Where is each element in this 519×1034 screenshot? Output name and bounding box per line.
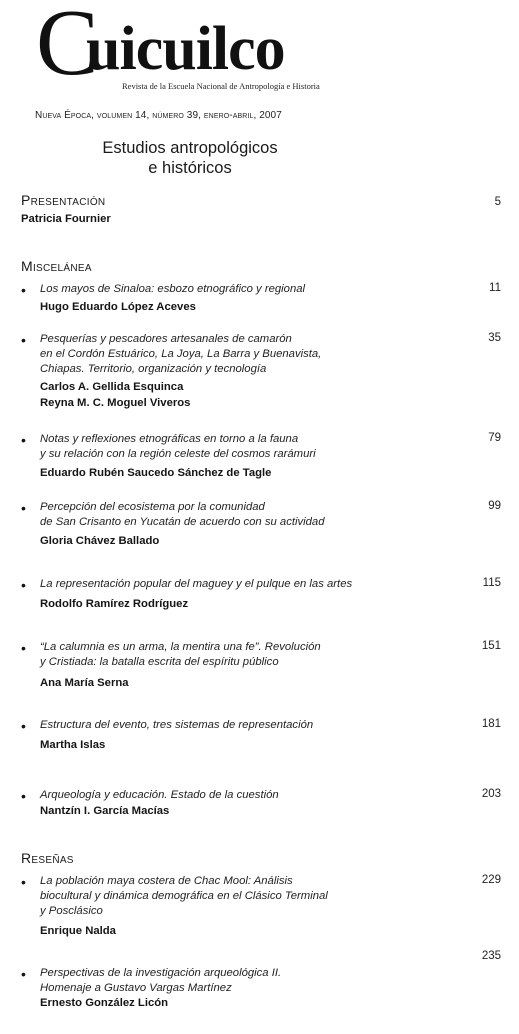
entry-title-line: y Cristiada: la batalla escrita del espíritu público [40, 656, 279, 668]
entry-author: Enrique Nalda [40, 925, 116, 937]
logo-initial: C [36, 0, 99, 95]
entry-title-line: “La calumnia es un arma, la mentira una fe”. Revolución [40, 641, 321, 653]
issue-title-line-2: e históricos [148, 159, 232, 177]
entry-title-line: La representación popular del maguey y el pulque en las artes [40, 578, 353, 590]
issue-line [35, 110, 282, 121]
bullet-icon: • [21, 432, 26, 448]
page-number: 99 [488, 500, 501, 512]
entry-title [40, 432, 316, 462]
entry-title-line: y Posclásico [40, 905, 103, 917]
entry-author: Gloria Chávez Ballado [40, 535, 160, 547]
entry-title-line: Los mayos de Sinaloa: esbozo etnográfico y regional [40, 283, 306, 295]
section-heading-presentacion: Presentación [21, 192, 106, 208]
entry-title-line: en el Cordón Estuárico, La Joya, La Barra y Buenavista, [40, 348, 322, 360]
entry-author: Eduardo Rubén Saucedo Sánchez de Tagle [40, 467, 272, 479]
entry-author: Ernesto González Licón [40, 997, 169, 1009]
entry-title-line: Chiapas. Territorio, organización y tecnología [40, 363, 267, 375]
page-number: 181 [481, 718, 501, 730]
bullet-icon: • [21, 718, 26, 734]
entry-title [40, 718, 313, 733]
issue-period: enero-abril, 2007 [203, 110, 282, 121]
entry-title-line: y su relación con la región celeste del cosmos rarámuri [40, 448, 316, 460]
page-number: 151 [481, 640, 501, 652]
entry-title [40, 788, 279, 803]
entry-title-line: Homenaje a Gustavo Vargas Martínez [40, 982, 232, 994]
issue-prefix: Nueva Época, [35, 110, 95, 121]
page-number: 203 [481, 788, 501, 800]
issue-title-line-1: Estudios antropológicos [102, 139, 278, 157]
entry-author: Nantzín I. García Macías [40, 805, 170, 817]
author-name: Patricia Fournier [21, 213, 111, 225]
issue-number: número 39, [152, 110, 202, 121]
entry-author: Ana María Serna [40, 677, 129, 689]
bullet-icon: • [21, 577, 26, 593]
page-number: 35 [488, 332, 501, 344]
entry-title-line: Pesquerías y pescadores artesanales de camarón [40, 333, 292, 345]
entry-author: Reyna M. C. Moguel Viveros [40, 397, 191, 409]
entry-title [40, 577, 352, 592]
page-number: 229 [481, 874, 501, 886]
journal-subtitle: Revista de la Escuela Nacional de Antropología e Historia [122, 81, 320, 91]
entry-title-line: Arqueología y educación. Estado de la cuestión [40, 789, 279, 801]
bullet-icon: • [21, 282, 26, 298]
bullet-icon: • [21, 500, 26, 516]
entry-title-line: Perspectivas de la investigación arqueológica II. [40, 967, 282, 979]
entry-title [40, 500, 325, 530]
entry-title-line: Notas y reflexiones etnográficas en torno a la fauna [40, 433, 299, 445]
bullet-icon: • [21, 966, 26, 982]
bullet-icon: • [21, 874, 26, 890]
entry-author: Hugo Eduardo López Aceves [40, 301, 196, 313]
entry-title-line: Estructura del evento, tres sistemas de representación [40, 719, 314, 731]
entry-title [40, 332, 321, 377]
page-number: 79 [488, 432, 501, 444]
entry-title [40, 640, 321, 670]
entry-title [40, 874, 328, 919]
entry-author: Rodolfo Ramírez Rodríguez [40, 598, 189, 610]
bullet-icon: • [21, 640, 26, 656]
entry-author: Carlos A. Gellida Esquinca [40, 381, 184, 393]
entry-title [40, 282, 305, 297]
entry-author: Martha Islas [40, 739, 106, 751]
page-number: 235 [481, 950, 501, 962]
entry-title [40, 966, 281, 996]
section-heading-miscelanea: Miscelánea [21, 258, 92, 274]
entry-title-line: La población maya costera de Chac Mool: Análisis [40, 875, 293, 887]
bullet-icon: • [21, 332, 26, 348]
entry-title-line: Percepción del ecosistema por la comunidad [40, 501, 265, 513]
bullet-icon: • [21, 788, 26, 804]
issue-title [60, 138, 320, 178]
section-heading-resenas: Reseñas [21, 850, 74, 866]
page-number: 5 [494, 196, 501, 208]
issue-volume: volumen 14, [96, 110, 150, 121]
journal-logo [36, 2, 356, 94]
page-number: 115 [482, 577, 501, 589]
logo-wordmark: uicuilco [86, 15, 285, 83]
entry-title-line: biocultural y dinámica demográfica en el Clásico Terminal [40, 890, 328, 902]
page-number: 11 [489, 282, 501, 294]
entry-title-line: de San Crisanto en Yucatán de acuerdo con su actividad [40, 516, 325, 528]
